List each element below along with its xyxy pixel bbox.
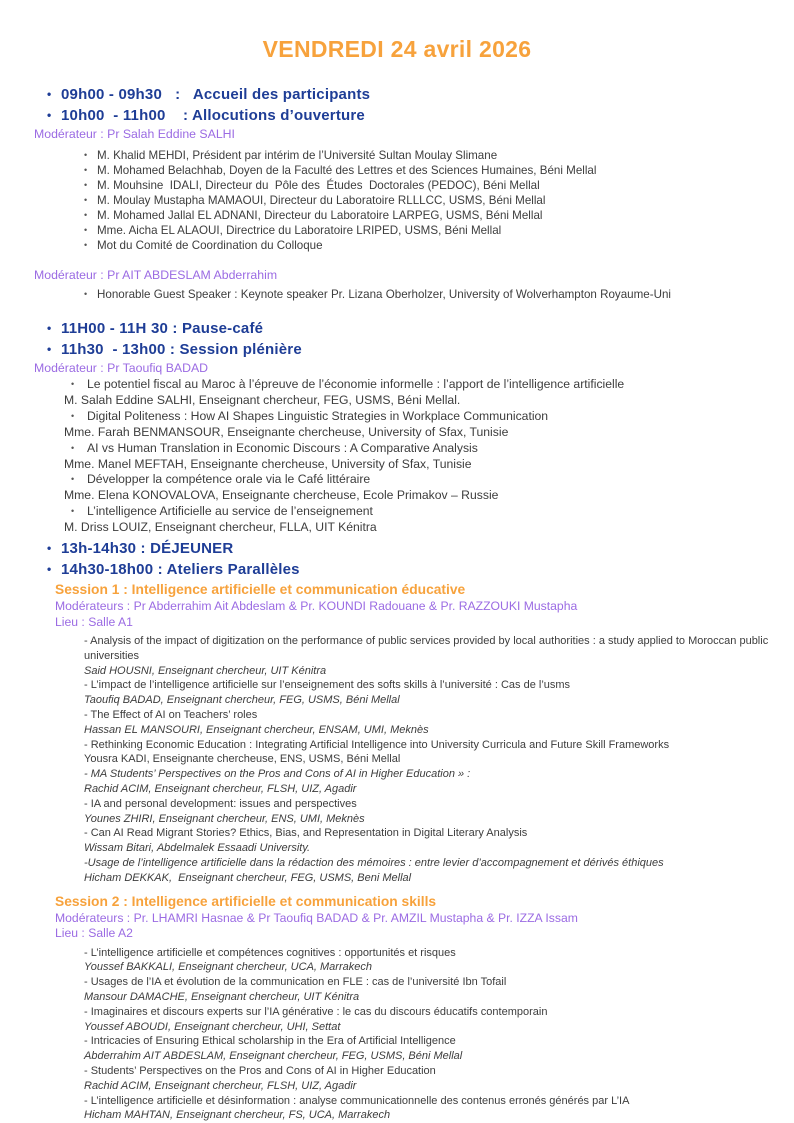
bullet-icon: • — [71, 442, 75, 453]
page-title: VENDREDI 24 avril 2026 — [262, 36, 532, 62]
talk-title-text: L’intelligence Artificielle au service de l’enseignement — [87, 504, 373, 519]
session-moderators: Modérateurs : Pr. LHAMRI Hasnae & Pr Taoufiq BADAD & Pr. AMZIL Mustapha & Pr. IZZA Issam — [55, 910, 578, 925]
list-item — [84, 163, 778, 178]
spacer — [0, 376, 1, 377]
list-item-text: M. Khalid MEHDI, Président par intérim de l’Université Sultan Moulay Slimane — [97, 149, 498, 162]
bullet-icon: • — [84, 210, 88, 220]
list-item — [84, 208, 778, 223]
bullet-icon: • — [84, 225, 88, 235]
bullet-icon: • — [47, 541, 52, 556]
bullet-icon: • — [71, 379, 75, 389]
bullet-icon: • — [47, 87, 52, 101]
talk-title: - L’intelligence artificielle et compétences cognitives : opportunités et risques — [84, 946, 456, 959]
talk-title — [71, 409, 778, 425]
spacer — [0, 142, 1, 148]
list-item-text: Honorable Guest Speaker : Keynote speaker Pr. Lizana Oberholzer, University of Wolverhampton Royaume-Uni — [97, 288, 671, 301]
talk-speaker: Hicham MAHTAN, Enseignant chercheur, FS, UCA, Marrakech — [84, 1109, 391, 1122]
talk-title: -Usage de l’intelligence artificielle dans la rédaction des mémoires : entre levier d’accompagnement et dérivés éthiques — [84, 857, 664, 870]
talk-title: - Intricacies of Ensuring Ethical scholarship in the Era of Artificial Intelligence — [84, 1035, 456, 1048]
session-heading: Session 1 : Intelligence artificielle et communication éducative — [55, 582, 466, 598]
talk-title: - Analysis of the impact of digitization on the performance of public services provided by local authorities : a study applied to Moroccan public universities — [84, 635, 772, 662]
bullet-icon: • — [47, 108, 52, 122]
spacer — [0, 886, 1, 892]
session-moderators: Modérateurs : Pr Abderrahim Ait Abdeslam & Pr. KOUNDI Radouane & Pr. RAZZOUKI Mustapha — [55, 599, 578, 614]
talk-title: - L’impact de l’intelligence artificielle sur l’enseignement des softs skills à l’université : Cas de l’usms — [84, 679, 571, 692]
talk-speaker: Rachid ACIM, Enseignant chercheur, FLSH, UIZ, Agadir — [84, 1079, 357, 1092]
talk-speaker: Youssef BAKKALI, Enseignant chercheur, UCA, Marrakech — [84, 961, 372, 974]
talk-title: - L’intelligence artificielle et désinformation : analyse communicationnelle des contenus erronés générés par L’IA — [84, 1094, 630, 1107]
bullet-icon: • — [84, 240, 88, 250]
schedule-line-text: 14h30-18h00 : Ateliers Parallèles — [61, 561, 300, 579]
moderator-line: Modérateur : Pr Taoufiq BADAD — [34, 361, 209, 375]
schedule-line — [47, 339, 794, 360]
talk-title: - IA and personal development: issues and perspectives — [84, 797, 357, 810]
bullet-icon: • — [71, 506, 75, 517]
talk-speaker: Mme. Elena KONOVALOVA, Enseignante chercheuse, Ecole Primakov – Russie — [64, 488, 499, 503]
spacer — [0, 283, 1, 287]
moderator-line: Modérateur : Pr AIT ABDESLAM Abderrahim — [34, 268, 278, 282]
talk-title: - Rethinking Economic Education : Integrating Artificial Intelligence into University Curricula and Future Skill Frameworks — [84, 738, 670, 751]
talk-speaker: Mme. Farah BENMANSOUR, Enseignante chercheuse, University of Sfax, Tunisie — [64, 424, 509, 439]
talk-title — [71, 441, 778, 457]
talk-speaker: Abderrahim AIT ABDESLAM, Enseignant chercheur, FEG, USMS, Béni Mellal — [84, 1050, 463, 1063]
list-item — [84, 178, 778, 193]
bullet-icon: • — [47, 562, 52, 577]
talk-speaker: Youssef ABOUDI, Enseignant chercheur, UHI, Settat — [84, 1020, 341, 1033]
spacer — [0, 536, 1, 538]
talk-speaker: Taoufiq BADAD, Enseignant chercheur, FEG, USMS, Béni Mellal — [84, 694, 400, 707]
list-item-text: Mot du Comité de Coordination du Colloque — [97, 239, 323, 252]
list-item — [84, 238, 778, 253]
schedule-line-text: 10h00 - 11h00 : Allocutions d’ouverture — [61, 107, 365, 124]
schedule-line — [47, 318, 794, 339]
talk-title — [71, 504, 778, 520]
list-item — [84, 287, 778, 302]
talk-title: - Imaginaires et discours experts sur l’IA générative : le cas du discours éducatifs contemporain — [84, 1005, 548, 1018]
bullet-icon: • — [47, 321, 52, 335]
schedule-line-text: 11H00 - 11H 30 : Pause-café — [61, 320, 264, 337]
session-moderators: Lieu : Salle A1 — [55, 614, 133, 629]
list-item-text: M. Mouhsine IDALI, Directeur du Pôle des Études Doctorales (PEDOC), Béni Mellal — [97, 179, 540, 192]
list-item — [84, 148, 778, 163]
session-moderators: Lieu : Salle A2 — [55, 926, 133, 941]
bullet-icon: • — [47, 342, 52, 356]
schedule-line — [47, 105, 794, 126]
program-body — [0, 62, 794, 1123]
talk-title-text: AI vs Human Translation in Economic Discours : A Comparative Analysis — [87, 440, 478, 455]
talk-title-text: Développer la compétence orale via le Café littéraire — [87, 472, 371, 487]
talk-title: - Usages de l’IA et évolution de la communication en FLE : cas de l’université Ibn Tofail — [84, 976, 507, 989]
talk-speaker: Rachid ACIM, Enseignant chercheur, FLSH, UIZ, Agadir — [84, 783, 357, 796]
bullet-icon: • — [71, 474, 75, 485]
talk-speaker: Yousra KADI, Enseignante chercheuse, ENS, USMS, Béni Mellal — [84, 753, 401, 766]
list-item — [84, 223, 778, 238]
spacer — [0, 942, 1, 946]
bullet-icon: • — [84, 150, 88, 160]
talk-title — [71, 377, 778, 393]
talk-speaker: M. Salah Eddine SALHI, Enseignant chercheur, FEG, USMS, Béni Mellal. — [64, 392, 461, 407]
bullet-icon: • — [84, 165, 88, 175]
talk-speaker: Mansour DAMACHE, Enseignant chercheur, UIT Kénitra — [84, 991, 360, 1003]
spacer — [0, 302, 1, 318]
talk-speaker: Hassan EL MANSOURI, Enseignant chercheur, ENSAM, UMI, Meknès — [84, 723, 429, 736]
moderator-line: Modérateur : Pr Salah Eddine SALHI — [34, 127, 235, 141]
talk-title: - MA Students’ Perspectives on the Pros and Cons of AI in Higher Education » : — [84, 768, 471, 781]
schedule-line-text: 13h-14h30 : DÉJEUNER — [61, 540, 234, 558]
spacer — [0, 253, 1, 267]
talk-title-text: Le potentiel fiscal au Maroc à l’épreuve de l’économie informelle : l’apport de l’intelligence artificielle — [87, 377, 625, 391]
schedule-line-text: 09h00 - 09h30 : Accueil des participants — [61, 86, 371, 103]
list-item-text: M. Moulay Mustapha MAMAOUI, Directeur du Laboratoire RLLLCC, USMS, Béni Mellal — [97, 194, 546, 207]
schedule-line — [47, 538, 794, 559]
bullet-icon: • — [84, 180, 88, 190]
talk-speaker: Younes ZHIRI, Enseignant chercheur, ENS, UMI, Meknès — [84, 812, 365, 825]
bullet-icon: • — [84, 289, 88, 299]
list-item-text: M. Mohamed Belachhab, Doyen de la Faculté des Lettres et des Sciences Humaines, Béni Mellal — [97, 164, 597, 177]
talk-title: - The Effect of AI on Teachers’ roles — [84, 709, 258, 722]
list-item-text: M. Mohamed Jallal EL ADNANI, Directeur du Laboratoire LARPEG, USMS, Béni Mellal — [97, 209, 543, 222]
talk-title — [71, 472, 778, 488]
list-item — [84, 193, 778, 208]
talk-speaker: Wissam Bitari, Abdelmalek Essaadi University. — [84, 842, 311, 855]
talk-speaker: Said HOUSNI, Enseignant chercheur, UIT Kénitra — [84, 664, 327, 677]
spacer — [0, 62, 1, 84]
spacer — [0, 630, 1, 634]
schedule-line — [47, 84, 794, 105]
bullet-icon: • — [84, 195, 88, 205]
session-heading: Session 2 : Intelligence artificielle et communication skills — [55, 893, 437, 909]
schedule-line — [47, 559, 794, 580]
talk-title: - Students’ Perspectives on the Pros and Cons of AI in Higher Education — [84, 1064, 436, 1077]
bullet-icon: • — [71, 410, 75, 421]
talk-speaker: M. Driss LOUIZ, Enseignant chercheur, FLLA, UIT Kénitra — [64, 520, 377, 535]
talk-title-text: Digital Politeness : How AI Shapes Linguistic Strategies in Workplace Communication — [87, 408, 549, 423]
talk-title: - Can AI Read Migrant Stories? Ethics, Bias, and Representation in Digital Literary Analysis — [84, 827, 528, 840]
list-item-text: Mme. Aicha EL ALAOUI, Directrice du Laboratoire LRIPED, USMS, Béni Mellal — [97, 224, 502, 237]
talk-speaker: Mme. Manel MEFTAH, Enseignante chercheuse, University of Sfax, Tunisie — [64, 456, 472, 471]
schedule-line-text: 11h30 - 13h00 : Session plénière — [61, 341, 302, 358]
talk-speaker: Hicham DEKKAK, Enseignant chercheur, FEG, USMS, Beni Mellal — [84, 871, 412, 884]
